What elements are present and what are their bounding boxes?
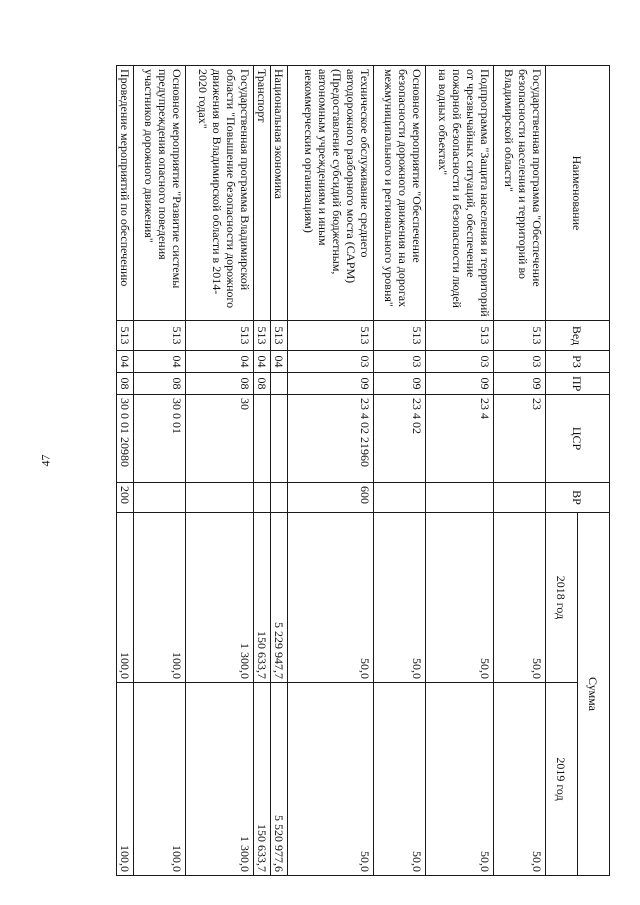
row-vr xyxy=(426,483,494,513)
row-2019: 150 633,7 xyxy=(254,683,271,876)
row-2018: 150 633,7 xyxy=(254,513,271,683)
row-ved: 513 xyxy=(374,321,426,351)
row-pr: 08 xyxy=(134,373,186,395)
row-2018: 1 300,0 xyxy=(186,513,254,683)
row-ved: 513 xyxy=(117,321,134,351)
row-2019: 100,0 xyxy=(117,683,134,876)
row-ved: 513 xyxy=(271,321,288,351)
row-csr: 30 0 01 xyxy=(134,395,186,483)
row-rz: 04 xyxy=(117,351,134,373)
row-pr: 08 xyxy=(254,373,271,395)
row-vr xyxy=(374,483,426,513)
row-vr: 600 xyxy=(288,483,374,513)
row-2018: 50,0 xyxy=(374,513,426,683)
row-rz: 04 xyxy=(271,351,288,373)
row-rz: 03 xyxy=(426,351,494,373)
row-2019: 50,0 xyxy=(288,683,374,876)
row-vr xyxy=(186,483,254,513)
row-rz: 03 xyxy=(494,351,546,373)
table-row xyxy=(374,66,426,876)
row-csr: 23 4 xyxy=(426,395,494,483)
row-ved: 513 xyxy=(134,321,186,351)
header-2019: 2019 год xyxy=(546,683,578,876)
table-row xyxy=(288,66,374,876)
row-vr xyxy=(271,483,288,513)
table-row xyxy=(117,66,134,876)
header-2018: 2018 год xyxy=(546,513,578,683)
table-row xyxy=(134,66,186,876)
row-ved: 513 xyxy=(186,321,254,351)
row-2018: 5 229 947,7 xyxy=(271,513,288,683)
row-pr: 09 xyxy=(374,373,426,395)
header-ved: Вед xyxy=(546,321,610,351)
row-csr: 23 4 02 xyxy=(374,395,426,483)
row-name: Основное мероприятие "Развитие системы предупреждения опасного поведения участников дорожного движения" xyxy=(134,66,186,321)
row-pr: 09 xyxy=(426,373,494,395)
row-name: Проведение мероприятий по обеспечению xyxy=(117,66,134,321)
row-2019: 5 520 977,6 xyxy=(271,683,288,876)
row-pr xyxy=(271,373,288,395)
table-row xyxy=(186,66,254,876)
row-pr: 09 xyxy=(494,373,546,395)
row-rz: 04 xyxy=(186,351,254,373)
row-vr xyxy=(254,483,271,513)
header-rz: РЗ xyxy=(546,351,610,373)
header-name: Наименование xyxy=(546,66,610,321)
header-vr: ВР xyxy=(546,483,610,513)
row-ved: 513 xyxy=(494,321,546,351)
row-pr: 09 xyxy=(288,373,374,395)
table-row xyxy=(494,66,546,876)
row-rz: 03 xyxy=(288,351,374,373)
page-number: 47 xyxy=(38,454,53,467)
row-ved: 513 xyxy=(288,321,374,351)
row-2019: 100,0 xyxy=(134,683,186,876)
row-2019: 50,0 xyxy=(494,683,546,876)
row-vr xyxy=(494,483,546,513)
row-ved: 513 xyxy=(254,321,271,351)
table-row xyxy=(271,66,288,876)
row-pr: 08 xyxy=(186,373,254,395)
table-row xyxy=(254,66,271,876)
row-rz: 03 xyxy=(374,351,426,373)
row-2018: 50,0 xyxy=(426,513,494,683)
row-ved: 513 xyxy=(426,321,494,351)
row-csr: 23 xyxy=(494,395,546,483)
row-pr: 08 xyxy=(117,373,134,395)
row-csr xyxy=(271,395,288,483)
row-2019: 50,0 xyxy=(426,683,494,876)
row-2019: 1 300,0 xyxy=(186,683,254,876)
row-2018: 50,0 xyxy=(288,513,374,683)
row-vr: 200 xyxy=(117,483,134,513)
row-csr: 23 4 02 21960 xyxy=(288,395,374,483)
row-name: Государственная программа Владимирской области "Повышение безопасности дорожного движения во Владимирской области в 2014-2020 годах" xyxy=(186,66,254,321)
row-vr xyxy=(134,483,186,513)
row-csr: 30 0 01 20980 xyxy=(117,395,134,483)
table-row xyxy=(426,66,494,876)
row-name: Основное мероприятие "Обеспечение безопасности дорожного движения на дорогах межмуниципального и регионального уровня" xyxy=(374,66,426,321)
row-name: Техническое обслуживание среднего автодорожного разборного моста (САРМ) (Предоставление субсидий бюджетным, автономным учреждениям и иным некоммерческим организациям) xyxy=(288,66,374,321)
row-2018: 100,0 xyxy=(117,513,134,683)
row-2018: 100,0 xyxy=(134,513,186,683)
row-name: Государственная программа "Обеспечение безопасности населения и территорий во Владимирской области" xyxy=(494,66,546,321)
row-name: Национальная экономика xyxy=(271,66,288,321)
row-csr: 30 xyxy=(186,395,254,483)
row-2019: 50,0 xyxy=(374,683,426,876)
row-2018: 50,0 xyxy=(494,513,546,683)
row-csr xyxy=(254,395,271,483)
budget-table xyxy=(116,65,610,876)
row-name: Подпрограмма "Защита населения и территорий от чрезвычайных ситуаций, обеспечение пожарной безопасности и безопасности людей на водных объектах" xyxy=(426,66,494,321)
row-name: Транспорт xyxy=(254,66,271,321)
header-pr: ПР xyxy=(546,373,610,395)
header-sum: Сумма xyxy=(578,513,610,876)
budget-table-rotated xyxy=(80,65,610,875)
row-rz: 04 xyxy=(134,351,186,373)
row-rz: 04 xyxy=(254,351,271,373)
header-csr: ЦСР xyxy=(546,395,610,483)
